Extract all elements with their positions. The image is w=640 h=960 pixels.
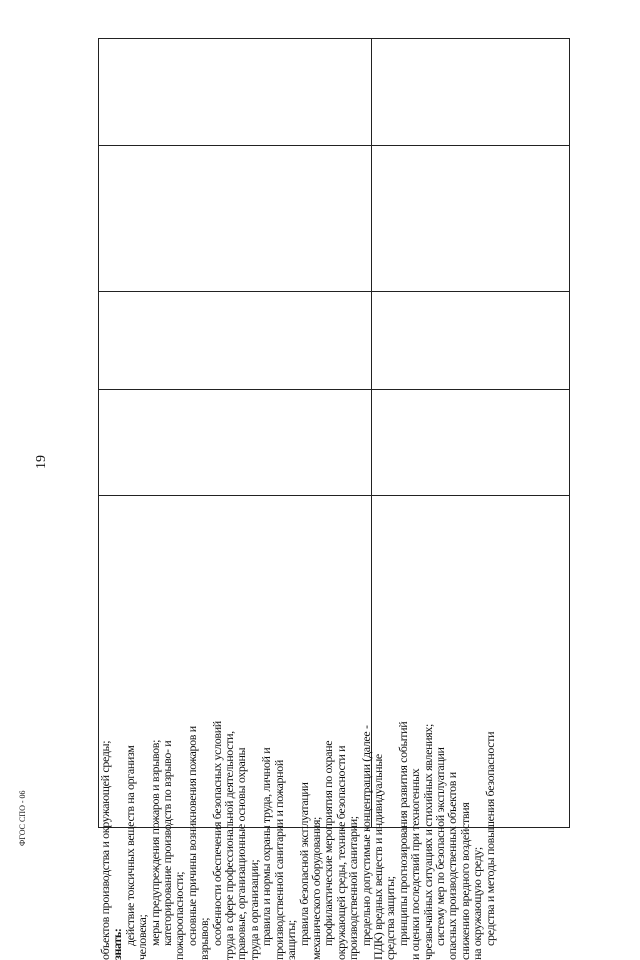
text-line: средства защиты; [383, 876, 398, 960]
text-line: особенности обеспечения безопасных условий [209, 721, 224, 946]
text-line: труда в организации; [246, 859, 261, 960]
text-line: взрывов; [197, 917, 212, 960]
text-line: труда в сфере профессиональной деятельности, [222, 731, 237, 960]
requirements-text [99, 630, 496, 960]
text-line: принципы прогнозирования развития событий [395, 721, 410, 946]
text-line: профилактические мероприятия по охране [321, 740, 336, 946]
text-line: средства и методы повышения безопасности [482, 731, 497, 946]
page-number: 19 [34, 455, 49, 469]
text-line: правила безопасной эксплуатации [296, 782, 311, 946]
text-line: производственной санитарии и пожарной [271, 760, 286, 960]
text-line: предельно допустимые концентрации (далее - [358, 725, 373, 946]
content-cell [99, 630, 564, 960]
text-line: производственной санитарии; [346, 816, 361, 960]
table-row-divider [99, 495, 569, 496]
text-line: категорирование производств по взрыво- и [160, 740, 175, 946]
table-row-divider [99, 389, 569, 390]
text-line: знать: [110, 928, 125, 960]
text-line: и оценки последствий при техногенных [408, 768, 423, 960]
text-line: опасных производственных объектов и [445, 772, 460, 960]
text-line: защиты; [284, 920, 299, 960]
text-line: правовые, организационные основы охраны [234, 747, 249, 960]
text-line: чрезвычайных ситуациях и стихийных явлениях; [420, 724, 435, 960]
table-row-divider [99, 145, 569, 146]
text-line: пожароопасности; [172, 871, 187, 960]
text-line: систему мер по безопасной эксплуатации [432, 747, 447, 946]
text-line: на окружающую среду; [470, 847, 485, 960]
table-row-divider [99, 291, 569, 292]
footer-label: ФГОС СПО - 06 [18, 790, 27, 846]
text-line: окружающей среды, технике безопасности и [333, 745, 348, 960]
text-line: объектов производства и окружающей среды; [98, 740, 112, 960]
text-line: ПДК) вредных веществ и индивидуальные [370, 754, 385, 960]
text-line: меры предупреждения пожаров и взрывов; [147, 739, 162, 946]
text-line: правила и нормы охраны труда, личной и [259, 747, 274, 946]
text-line: человека; [135, 914, 150, 960]
text-line: механического оборудования; [308, 817, 323, 960]
text-line: снижению вредного воздействия [457, 802, 472, 960]
text-line: основные причины возникновения пожаров и [184, 726, 199, 946]
text-line: действие токсичных веществ на организм [122, 745, 137, 946]
